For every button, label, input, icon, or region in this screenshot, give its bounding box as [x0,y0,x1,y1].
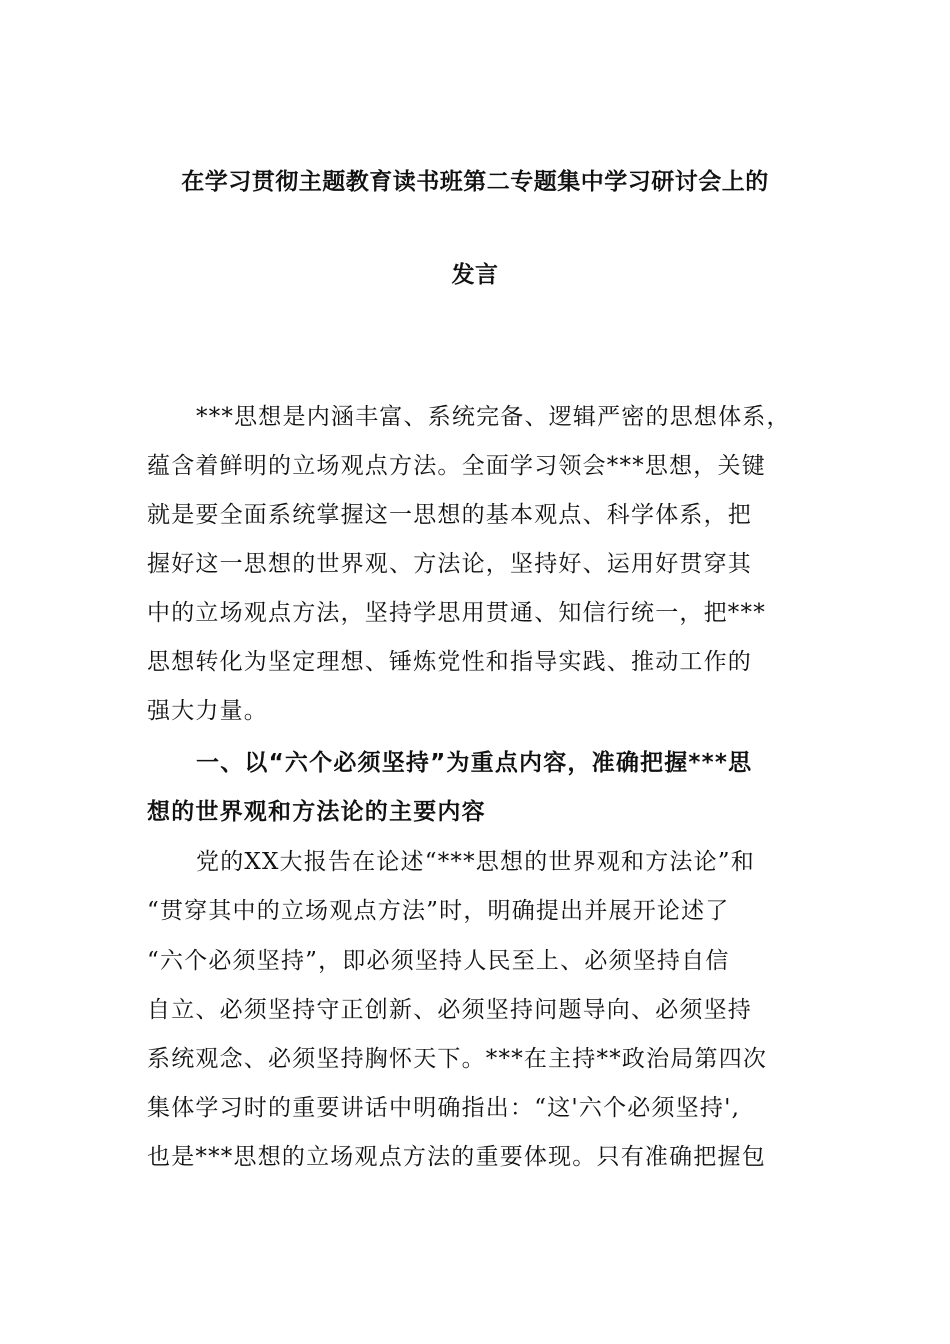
paragraph-1-line-6: 思想转化为坚定理想、锤炼党性和指导实践、推动工作的 [147,649,752,675]
document-title-line-1: 在学习贯彻主题教育读书班第二专题集中学习研讨会上的 [181,169,769,195]
paragraph-1-line-1: ***思想是内涵丰富、系统完备、逻辑严密的思想体系， [196,404,791,430]
paragraph-2-line-7: 也是***思想的立场观点方法的重要体现。只有准确把握包 [147,1144,766,1170]
paragraph-2-line-4: 自立、必须坚持守正创新、必须坚持问题导向、必须坚持 [147,997,752,1023]
paragraph-1-line-2: 蕴含着鲜明的立场观点方法。全面学习领会***思想，关键 [147,453,766,479]
section-heading-1-line-1: 一、以“六个必须坚持”为重点内容，准确把握***思 [196,750,753,776]
paragraph-2-line-5: 系统观念、必须坚持胸怀天下。***在主持**政治局第四次 [147,1046,768,1072]
document-title-line-2: 发言 [451,262,499,288]
paragraph-1-line-7: 强大力量。 [147,698,268,724]
paragraph-2-line-1: 党的XX大报告在论述“***思想的世界观和方法论”和 [196,849,755,875]
paragraph-2-line-2: “贯穿其中的立场观点方法”时，明确提出并展开论述了 [147,898,730,924]
paragraph-1-line-4: 握好这一思想的世界观、方法论，坚持好、运用好贯穿其 [147,551,752,577]
paragraph-2-line-6: 集体学习时的重要讲话中明确指出：“这'六个必须坚持', [147,1095,741,1121]
section-heading-1-line-2: 想的世界观和方法论的主要内容 [147,799,486,825]
paragraph-1-line-3: 就是要全面系统掌握这一思想的基本观点、科学体系，把 [147,502,752,528]
paragraph-2-line-3: “六个必须坚持”，即必须坚持人民至上、必须坚持自信 [147,948,730,974]
paragraph-1-line-5: 中的立场观点方法，坚持学思用贯通、知信行统一，把*** [147,600,766,626]
